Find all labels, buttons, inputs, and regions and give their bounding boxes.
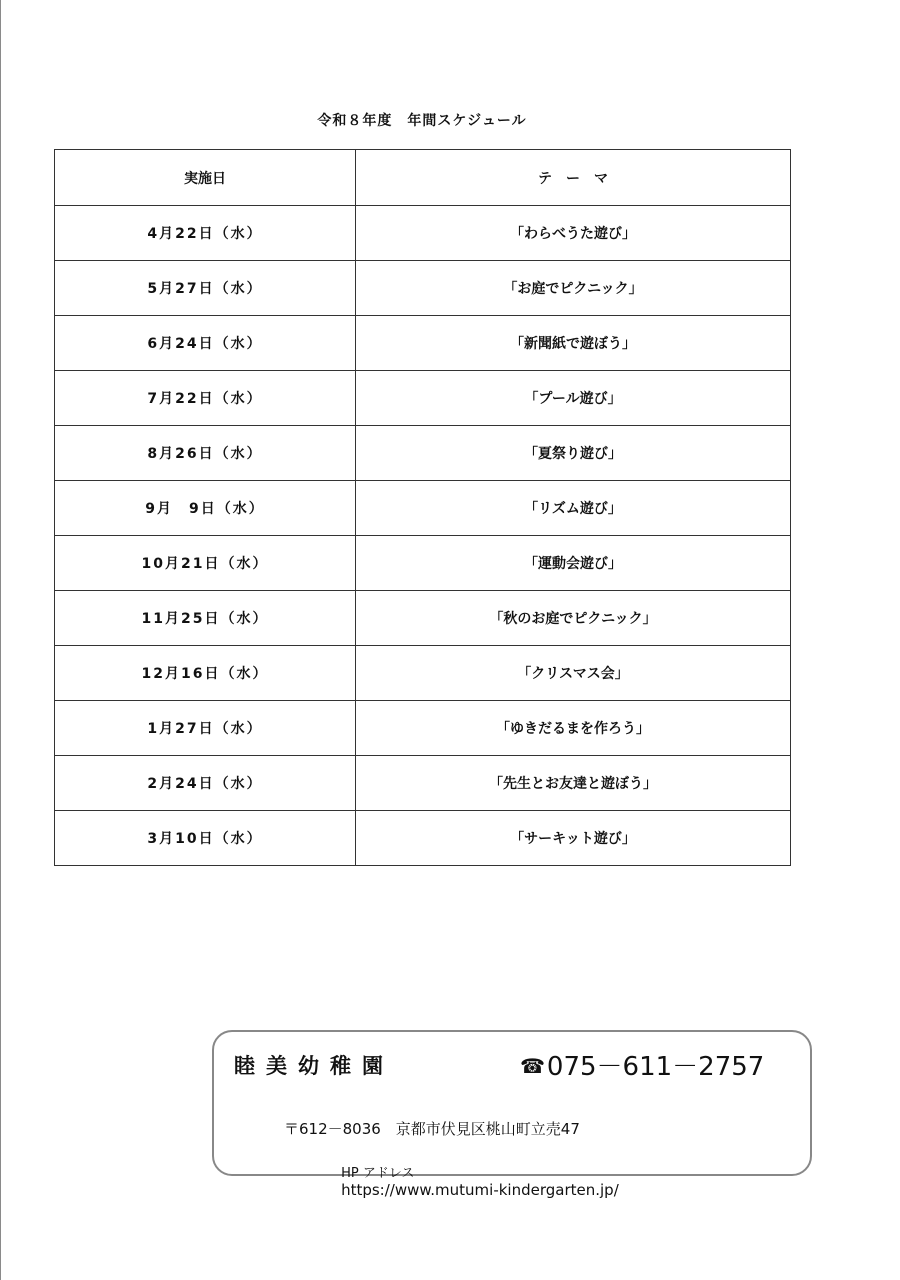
theme-cell: 「運動会遊び」 [356, 536, 791, 591]
theme-cell: 「わらべうた遊び」 [356, 206, 791, 261]
theme-cell: 「プール遊び」 [356, 371, 791, 426]
date-cell: 7月22日（水） [55, 371, 356, 426]
table-header-row [55, 150, 791, 206]
contact-box [212, 1030, 812, 1199]
date-cell: 5月27日（水） [55, 261, 356, 316]
kindergarten-name: 睦美幼稚園 [234, 1054, 394, 1078]
date-cell: 2月24日（水） [55, 756, 356, 811]
date-cell: 3月10日（水） [55, 811, 356, 866]
table-row [55, 261, 791, 316]
table-row [55, 701, 791, 756]
hp-label: HP アドレス [341, 1166, 415, 1181]
schedule-table [54, 149, 791, 866]
table-row [55, 206, 791, 261]
date-cell: 6月24日（水） [55, 316, 356, 371]
theme-cell: 「先生とお友達と遊ぼう」 [356, 756, 791, 811]
date-cell: 11月25日（水） [55, 591, 356, 646]
table-row [55, 481, 791, 536]
table-row [55, 591, 791, 646]
theme-cell: 「サーキット遊び」 [356, 811, 791, 866]
homepage [322, 1144, 619, 1217]
phone-number [520, 1046, 764, 1083]
page-edge [0, 0, 1, 1280]
date-cell: 10月21日（水） [55, 536, 356, 591]
phone-icon: ☎ [520, 1053, 545, 1078]
theme-cell: 「夏祭り遊び」 [356, 426, 791, 481]
theme-cell: 「リズム遊び」 [356, 481, 791, 536]
hp-url[interactable]: https://www.mutumi-kindergarten.jp/ [341, 1181, 619, 1199]
phone-number-text: 075－611－2757 [546, 1052, 765, 1082]
table-row [55, 811, 791, 866]
theme-cell: 「秋のお庭でピクニック」 [356, 591, 791, 646]
date-cell: 4月22日（水） [55, 206, 356, 261]
date-cell: 1月27日（水） [55, 701, 356, 756]
header-theme: テ ー マ [356, 150, 791, 206]
theme-cell: 「クリスマス会」 [356, 646, 791, 701]
table-row [55, 316, 791, 371]
postal-address: 〒612－8036 京都市伏見区桃山町立売47 [284, 1120, 580, 1138]
theme-cell: 「新聞紙で遊ぼう」 [356, 316, 791, 371]
page-title: 令和８年度 年間スケジュール [317, 113, 527, 129]
date-cell: 8月26日（水） [55, 426, 356, 481]
date-cell: 12月16日（水） [55, 646, 356, 701]
table-row [55, 646, 791, 701]
table-row [55, 371, 791, 426]
table-row [55, 756, 791, 811]
date-cell: 9月 9日（水） [55, 481, 356, 536]
table-row [55, 536, 791, 591]
table-row [55, 426, 791, 481]
theme-cell: 「ゆきだるまを作ろう」 [356, 701, 791, 756]
header-date: 実施日 [55, 150, 356, 206]
theme-cell: 「お庭でピクニック」 [356, 261, 791, 316]
